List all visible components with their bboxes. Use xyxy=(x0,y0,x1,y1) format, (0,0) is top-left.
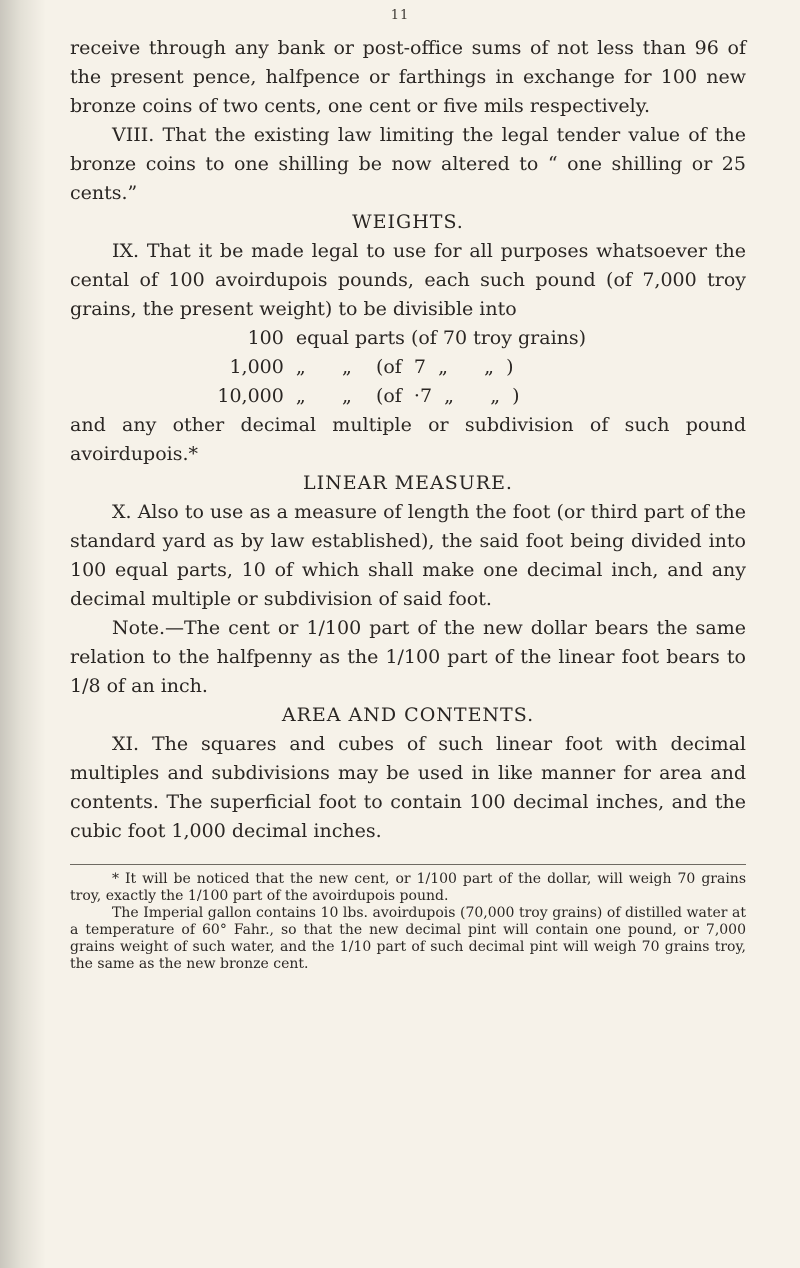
page-gutter-shadow xyxy=(0,0,46,1268)
table-row xyxy=(190,382,746,411)
table-row xyxy=(190,324,746,353)
footnote-1: * It will be noticed that the new cent, or 1/100 part of the dollar, will weigh 70 grains troy, exactly the 1/100 part of the avoirdupois pound. xyxy=(70,871,746,904)
heading-area-contents: AREA AND CONTENTS. xyxy=(281,704,535,726)
paragraph-viii: VIII. That the existing law limiting the legal tender value of the bronze coins to one shilling be now altered to “ one shilling or 25 cents.” xyxy=(70,124,746,204)
table-cell-description: equal parts (of 70 troy grains) xyxy=(295,327,587,349)
footnote-divider xyxy=(70,864,746,865)
table-row xyxy=(190,353,746,382)
footnotes xyxy=(70,871,746,973)
division-table xyxy=(190,324,746,411)
paragraph-note: Note.—The cent or 1/100 part of the new dollar bears the same relation to the halfpenny as the 1/100 part of the linear foot bears to 1/8 of an inch. xyxy=(70,617,746,697)
heading-linear-measure: LINEAR MEASURE. xyxy=(303,472,513,494)
table-cell-count: 10,000 xyxy=(217,385,284,407)
table-cell-count: 1,000 xyxy=(229,356,284,378)
paragraph-x: X. Also to use as a measure of length the foot (or third part of the standard yard as by law established), the said foot being divided into 100 equal parts, 10 of which shall make one decimal inch, and any decimal multiple or subdivision of said foot. xyxy=(70,501,746,610)
page-number: 11 xyxy=(390,8,410,23)
paragraph-ix-end: and any other decimal multiple or subdivision of such pound avoirdupois.* xyxy=(70,414,746,465)
footnote-2: The Imperial gallon contains 10 lbs. avoirdupois (70,000 troy grains) of distilled water at a temperature of 60° Fahr., so that the new decimal pint will contain one pound, or 7,000 grains weight of such water, and the 1/10 part of such decimal pint will weigh 70 grains troy, the same as the new bronze cent. xyxy=(70,905,746,972)
table-cell-count: 100 xyxy=(247,327,284,349)
paragraph-continuation: receive through any bank or post-office sums of not less than 96 of the present pence, halfpence or farthings in exchange for 100 new bronze coins of two cents, one cent or five mils respectively. xyxy=(70,37,746,117)
body-text xyxy=(70,34,746,973)
paragraph-ix: IX. That it be made legal to use for all purposes whatsoever the cental of 100 avoirdupois pounds, each such pound (of 7,000 troy grains, the present weight) to be divisible into xyxy=(70,240,746,320)
paragraph-xi: XI. The squares and cubes of such linear foot with decimal multiples and subdivisions may be used in like manner for area and contents. The superficial foot to contain 100 decimal inches, and the cubic foot 1,000 decimal inches. xyxy=(70,733,746,842)
table-cell-description: „ „ (of ·7 „ „ ) xyxy=(295,385,520,407)
heading-weights: WEIGHTS. xyxy=(352,211,464,233)
table-cell-description: „ „ (of 7 „ „ ) xyxy=(295,356,514,378)
